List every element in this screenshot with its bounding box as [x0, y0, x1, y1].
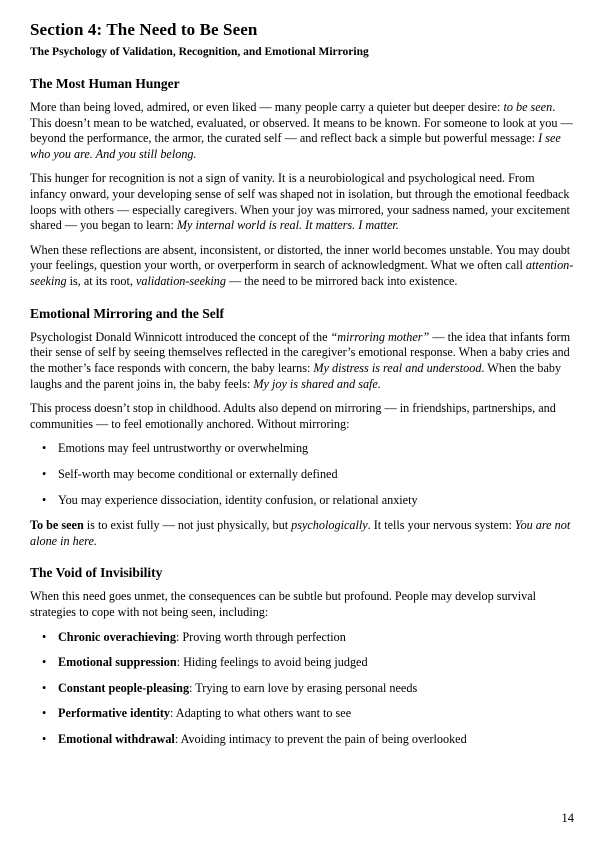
text-run: psychologically [291, 518, 368, 533]
text-run: I see who you are. And you still belong. [30, 131, 561, 161]
text-run: . When the baby laughs and the parent joins in, the baby feels: [30, 360, 562, 391]
text-run: When this need goes unmet, the consequences can be subtle but profound. People may develop survival strategies to cope with not being seen, including: [30, 589, 536, 620]
paragraph [30, 401, 574, 432]
paragraph [30, 330, 574, 392]
text-run: More than being loved, admired, or even liked — many people carry a quieter but deeper desire: [30, 100, 504, 114]
text-run: My distress is real and understood [313, 360, 482, 375]
list-item [58, 493, 574, 509]
text-run: : Proving worth through perfection [175, 629, 346, 644]
bullet-list [30, 441, 574, 508]
page-subtitle: The Psychology of Validation, Recognition, and Emotional Mirroring [30, 46, 369, 58]
text-run: attention-seeking [30, 258, 574, 289]
text-run: : Hiding feelings to avoid being judged [176, 655, 368, 670]
page-number: 14 [561, 811, 574, 825]
text-run: Psychologist Donald Winnicott introduced the concept of the [30, 329, 331, 344]
section-heading: The Void of Invisibility [30, 565, 163, 581]
text-run: is to exist fully — not just physically, but [83, 518, 292, 533]
list-item [58, 681, 574, 697]
section-heading: The Most Human Hunger [30, 76, 180, 91]
text-run: “mirroring mother” [330, 329, 430, 344]
text-run: My joy is shared and safe. [253, 376, 381, 391]
text-run: is, at its root, [66, 274, 136, 289]
text-run: Performative identity [58, 706, 171, 721]
text-run: This process doesn’t stop in childhood. Adults also depend on mirroring — in friendships, partnerships, and communities — to feel emotionally anchored. Without mirroring: [30, 401, 556, 431]
list-item [58, 441, 574, 457]
paragraph [30, 589, 574, 620]
section [30, 306, 574, 550]
text-run: You are not alone in here. [30, 518, 571, 548]
page-title: Section 4: The Need to Be Seen [30, 20, 258, 39]
text-run: Emotions may feel untrustworthy or overwhelming [58, 441, 309, 456]
text-run: . This doesn’t mean to be watched, evaluated, or observed. It means to be known. For someone to look at you — beyond the performance, the armor, the curated self — and reflect back a simple but powerful message: [30, 100, 573, 146]
text-run: Constant people-pleasing [58, 680, 190, 695]
section [30, 565, 574, 747]
text-run: This hunger for recognition is not a sign of vanity. It is a neurobiological and psychological need. From infancy onward, your developing sense of self was shaped not in isolation, but through the emotional feedback loops with others — especially caregivers. When your joy was mirrored, your sadness named, your excitement shared — you began to learn: [30, 171, 570, 233]
section [30, 76, 574, 290]
text-run: — the need to be mirrored back into existence. [225, 274, 458, 289]
text-run: Chronic overachieving [58, 629, 176, 644]
text-run: To be seen [30, 518, 84, 533]
document-body [30, 76, 574, 748]
paragraph [30, 100, 574, 162]
list-item [58, 706, 574, 722]
paragraph [30, 243, 574, 290]
text-run: When these reflections are absent, inconsistent, or distorted, the inner world becomes unstable. You may doubt your feelings, question your worth, or overperform in search of acknowledgment. What we often call [30, 242, 571, 273]
paragraph [30, 171, 574, 233]
list-item [58, 467, 574, 483]
text-run: — the idea that infants form their sense of self by seeing themselves reflected in the caregiver’s emotional response. When a baby cries and the mother’s face responds with concern, the baby learns: [30, 329, 571, 375]
list-item [58, 630, 574, 646]
text-run: Emotional withdrawal [58, 732, 175, 747]
text-run: validation-seeking [135, 274, 226, 289]
list-item [58, 732, 574, 748]
text-run: Emotional suppression [58, 655, 177, 670]
section-heading: Emotional Mirroring and the Self [30, 305, 224, 321]
list-item [58, 655, 574, 671]
text-run: Self-worth may become conditional or externally defined [58, 466, 338, 481]
text-run: : Avoiding intimacy to prevent the pain of being overlooked [174, 732, 467, 747]
text-run: to be seen [503, 100, 553, 114]
text-run: . It tells your nervous system: [367, 518, 515, 533]
text-run: My internal world is real. It matters. I matter. [176, 218, 399, 233]
text-run: : Trying to earn love by erasing personal needs [189, 680, 418, 695]
bullet-list [30, 630, 574, 748]
text-run: You may experience dissociation, identity confusion, or relational anxiety [58, 492, 418, 507]
text-run: : Adapting to what others want to see [170, 706, 352, 721]
closing-paragraph [30, 518, 574, 549]
